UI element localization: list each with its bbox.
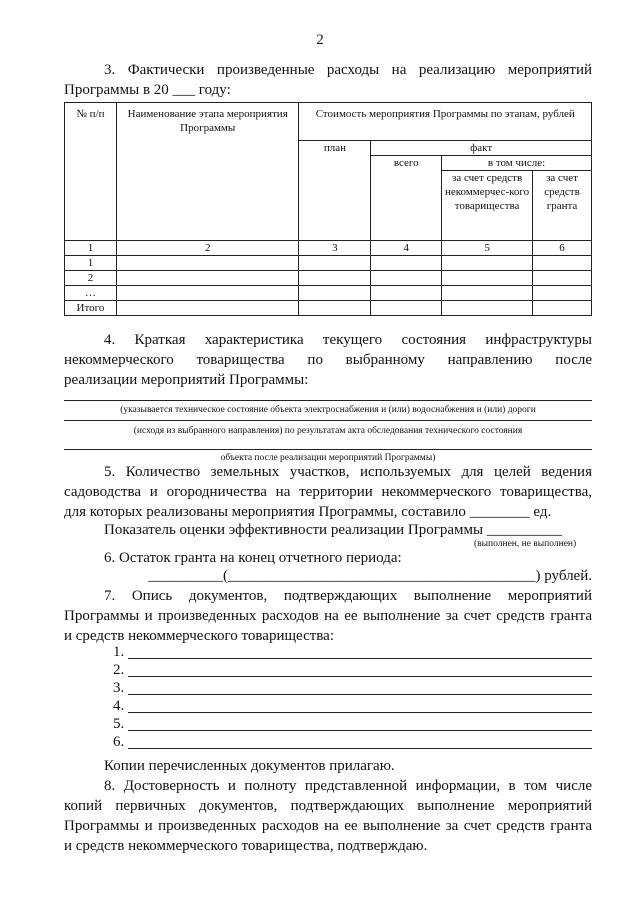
table-cell — [533, 271, 592, 286]
row-label-total: Итого — [65, 301, 117, 316]
th-num: № п/п — [65, 103, 117, 241]
table-cell — [533, 286, 592, 301]
section7-line1: 7. Опись документов, подтверждающих выполнение мероприятий — [104, 588, 592, 604]
table-row — [65, 241, 592, 256]
table-cell — [299, 271, 371, 286]
section4-line3: реализации мероприятий Программы: — [64, 372, 309, 388]
section8-line4: и средств некоммерческого товарищества, подтверждаю. — [64, 838, 428, 854]
section8-line1: 8. Достоверность и полноту представленной информации, в том числе — [104, 778, 592, 794]
table-cell — [299, 286, 371, 301]
doc-list-line[interactable] — [128, 712, 592, 713]
section5-line3: для которых реализованы мероприятия Программы, составило ________ ед. — [64, 504, 552, 520]
colnum-1: 1 — [65, 241, 117, 256]
table-cell — [371, 286, 442, 301]
table-row — [65, 286, 592, 301]
doc-list-item: 3. — [113, 680, 125, 696]
th-grant: за счет средств гранта — [533, 171, 592, 241]
section4-note3: объекта после реализации мероприятий Программы) — [220, 453, 436, 463]
section6-line1: 6. Остаток гранта на конец отчетного периода: — [104, 550, 402, 566]
table-cell — [442, 271, 533, 286]
fill-line — [64, 420, 592, 421]
section4-line1: 4. Краткая характеристика текущего состояния инфраструктуры — [104, 332, 592, 348]
table-row — [65, 301, 592, 316]
section7-copies: Копии перечисленных документов прилагаю. — [104, 758, 395, 774]
section4-line2: некоммерческого товарищества по выбранному направлению после — [64, 352, 592, 368]
colnum-4: 4 — [371, 241, 442, 256]
table-cell — [371, 271, 442, 286]
table-cell — [116, 256, 299, 271]
fill-line — [64, 449, 592, 450]
section5-line2: садоводства и огородничества на территории некоммерческого товарищества, — [64, 484, 592, 500]
section7-line3: и средств некоммерческого товарищества: — [64, 628, 334, 644]
colnum-2: 2 — [116, 241, 299, 256]
doc-list-line[interactable] — [128, 694, 592, 695]
row-label: … — [65, 286, 117, 301]
expenses-table — [64, 102, 592, 316]
th-incl: в том числе: — [442, 156, 592, 171]
section8-line2: копий первичных документов, подтверждающих выполнение мероприятий — [64, 798, 592, 814]
th-total: всего — [371, 156, 442, 241]
doc-list-item: 1. — [113, 644, 125, 660]
row-label: 1 — [65, 256, 117, 271]
section3-line1: 3. Фактически произведенные расходы на реализацию мероприятий — [104, 62, 592, 78]
section5-line1: 5. Количество земельных участков, используемых для целей ведения — [104, 464, 592, 480]
doc-list-line[interactable] — [128, 730, 592, 731]
doc-list-item: 4. — [113, 698, 125, 714]
table-cell — [299, 301, 371, 316]
fill-line — [64, 400, 592, 401]
table-cell — [299, 256, 371, 271]
table-cell — [116, 301, 299, 316]
table-cell — [442, 301, 533, 316]
th-partner: за счет средств некоммерчес-кого товарищества — [442, 171, 533, 241]
section6-line2: __________(_________________________________________) рублей. — [147, 568, 592, 584]
table-cell — [533, 256, 592, 271]
table-cell — [442, 256, 533, 271]
table-row — [65, 256, 592, 271]
doc-list-line[interactable] — [128, 748, 592, 749]
section7-line2: Программы и произведенных расходов на ее выполнение за счет средств гранта — [64, 608, 592, 624]
section3-line2: Программы в 20 ___ году: — [64, 82, 231, 98]
section5-indicator: Показатель оценки эффективности реализации Программы __________ — [104, 522, 562, 538]
doc-list-line[interactable] — [128, 676, 592, 677]
section8-line3: Программы и произведенных расходов на ее выполнение за счет средств гранта — [64, 818, 592, 834]
doc-list-item: 5. — [113, 716, 125, 732]
table-cell — [371, 301, 442, 316]
table-cell — [533, 301, 592, 316]
table-row — [65, 271, 592, 286]
page-number: 2 — [316, 32, 324, 48]
row-label: 2 — [65, 271, 117, 286]
table-cell — [116, 286, 299, 301]
doc-list-line[interactable] — [128, 658, 592, 659]
section5-indicator-note: (выполнен, не выполнен) — [474, 539, 577, 549]
doc-list-item: 2. — [113, 662, 125, 678]
section4-note1: (указывается техническое состояние объекта электроснабжения и (или) водоснабжения и (или) дороги — [120, 405, 536, 415]
colnum-3: 3 — [299, 241, 371, 256]
table-cell — [116, 271, 299, 286]
th-cost: Стоимость мероприятия Программы по этапам, рублей — [299, 103, 592, 141]
table-cell — [442, 286, 533, 301]
colnum-6: 6 — [533, 241, 592, 256]
doc-list-item: 6. — [113, 734, 125, 750]
table-cell — [371, 256, 442, 271]
th-fact: факт — [371, 141, 592, 156]
section4-note2: (исходя из выбранного направления) по результатам акта обследования технического состояния — [133, 426, 523, 436]
colnum-5: 5 — [442, 241, 533, 256]
th-name: Наименование этапа мероприятия Программы — [116, 103, 299, 241]
th-plan: план — [299, 141, 371, 241]
